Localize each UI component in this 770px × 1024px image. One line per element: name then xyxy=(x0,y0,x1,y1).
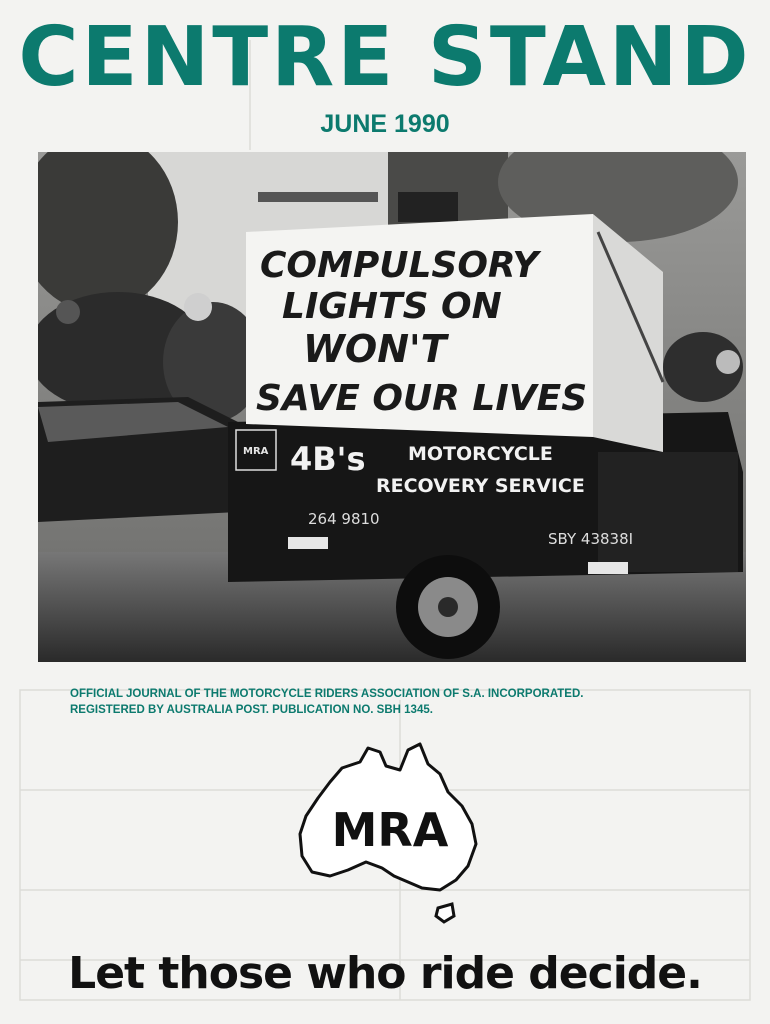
sign-line-4: SAVE OUR LIVES xyxy=(256,378,588,419)
trailer-service-line2: RECOVERY SERVICE xyxy=(376,475,585,497)
trailer-plate: SBY 43838I xyxy=(548,530,634,548)
sign-line-1: COMPULSORY xyxy=(260,245,539,286)
trailer-phone: 264 9810 xyxy=(308,510,380,528)
caption-line-2: REGISTERED BY AUSTRALIA POST. PUBLICATION NO. SBH 1345. xyxy=(70,704,433,716)
trailer-brand: 4B's xyxy=(290,440,366,478)
magazine-title: CENTRE STAND xyxy=(18,10,752,105)
cover-photo xyxy=(38,152,746,662)
trailer-logo: MRA xyxy=(243,446,269,457)
publication-caption xyxy=(70,686,710,718)
logo-text: MRA xyxy=(331,803,449,857)
slogan: Let those who ride decide. xyxy=(68,948,702,999)
trailer-service-line1: MOTORCYCLE xyxy=(408,443,553,465)
australia-map-icon xyxy=(290,740,490,930)
sign-line-2: LIGHTS ON xyxy=(282,286,502,327)
issue-date: JUNE 1990 xyxy=(320,110,450,138)
sign-line-3: WON'T xyxy=(303,327,447,371)
caption-line-1: OFFICIAL JOURNAL OF THE MOTORCYCLE RIDERS ASSOCIATION OF S.A. INCORPORATED. xyxy=(70,688,584,700)
